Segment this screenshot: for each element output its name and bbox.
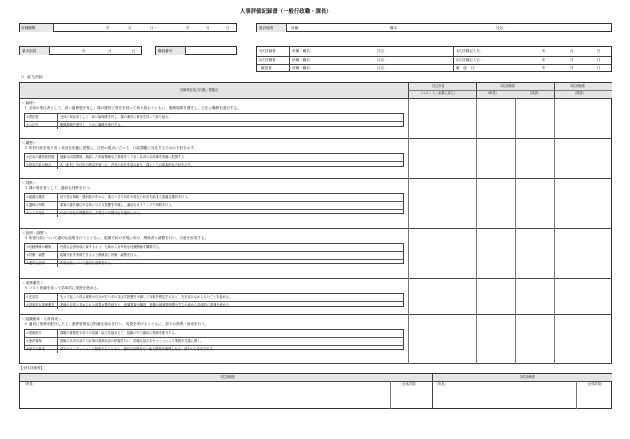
first-evaluator-day: 日 [597,49,601,53]
behavior-item-row [25,294,403,302]
behavior-items [24,153,404,167]
behavior-item-description: 所管行政について適切な説明を行う。 [60,260,115,265]
overall-second-evaluator-header: 2次評価者 [520,375,535,379]
second-evaluator-grade-cell[interactable] [554,179,612,229]
behavior-item-row [25,122,403,129]
self-assessment-cell[interactable] [408,315,476,364]
behavior-item-description: 先々で起こり得る事態や自分が打つ手の及ぼす影響を予測して対策を想定するなど、先を読みながらものごとを進める。 [60,294,233,299]
behavior-item-name: ③リスク対応 [25,210,58,217]
behavior-item-row [25,202,403,210]
behavior-item-name: ①先見性 [25,294,58,301]
first-evaluator-opinion-cell[interactable] [476,279,515,315]
behavior-item-row [25,194,403,202]
behavior-item-description: 複雑な因果関係、錯綜した利害関係など業務をとりまく状況の全体像を的確に把握する [60,154,185,159]
evaluation-section [20,315,612,364]
behavior-items [24,293,404,307]
first-evaluator-opinion-cell[interactable] [476,179,515,229]
first-evaluator-grade-cell[interactable] [515,99,554,139]
interview-date-box [19,46,142,55]
behavior-item-name: ②基本方針の明示 [25,162,58,169]
first-evaluator-opinion-cell[interactable] [476,99,515,139]
behavior-item-row [25,252,403,260]
section-title: ＜倫理＞ [22,101,37,105]
overall-second-opinion-label: （所見） [435,382,448,386]
period-month1: 月 [128,26,132,30]
behavior-item-name: ②効率的な業務運営 [25,302,58,309]
self-assessment-subheader: （コメント／必要に応じ） [419,91,458,95]
confirmer-month: 月 [570,66,574,70]
confirmer-year: 年 [542,66,546,70]
first-evaluator-date-label: 1次評価記入日： [456,49,484,53]
first-evaluator-opinion-cell[interactable] [476,315,515,364]
first-evaluator-grade-cell[interactable] [515,179,554,229]
overall-second-grade-label: （全体評語） [585,382,605,386]
first-evaluator-affiliation: 所属・職名： [292,49,314,53]
section-description: ４ 所管行政について適切な説明を行うとともに、組織方針の実現に向け、関係者と調整を行い、合意を形成する。 [24,236,209,240]
first-evaluator-header: 1次評価者 [500,84,515,88]
second-evaluator-grade-header: （評語） [573,91,586,95]
behavior-item-description: 服務規律を遵守し、公正に職務を遂行する。 [60,122,124,127]
evaluation-section [20,279,612,315]
self-assessment-cell[interactable] [408,229,476,279]
behavior-item-row [25,346,403,353]
behavior-item-row [25,154,403,162]
section-title: ＜説明・調整＞ [22,231,48,235]
first-evaluator-grade-cell[interactable] [515,315,554,364]
interview-date-label: 業末面談 [20,47,50,55]
criteria-header: 評価項目及び行動／着眼点 [180,88,219,92]
self-assessment-cell[interactable] [408,279,476,315]
section-description: １ 全体の奉仕者として、高い倫理感を有し、課の運営に責任を持って取り組むとともに、服務規律を遵守し、公正に職務を遂行する。 [24,106,241,110]
evaluatee-box [256,23,612,32]
section-ability-label: （Ⅰ 能力評価） [19,75,46,79]
second-evaluator-grade-cell[interactable] [554,99,612,139]
period-day1: 日～ [150,26,158,30]
section-title: ＜組織統率・人材育成＞ [22,317,62,321]
behavior-item-name: ①信頼関係の構築 [25,244,58,251]
behavior-items [24,329,404,350]
behavior-item-row [25,260,403,267]
section-title: ＜判断＞ [22,181,37,185]
behavior-item-description: 組織方針を実現できるよう関係者と折衝・調整を行う。 [60,252,140,257]
overall-first-grade-label: （全体評語） [399,382,419,386]
first-evaluator-name: 氏名： [377,49,388,53]
period-label: 評価期間 [20,24,54,32]
first-evaluator-opinion-cell[interactable] [476,139,515,179]
second-evaluator-day: 日 [597,57,601,62]
self-assessment-header: 自己申告 [432,84,445,88]
behavior-item-row [25,162,403,169]
period-day2: 日 [226,26,230,30]
behavior-item-name: ①最適な選択 [25,194,58,201]
overall-first-evaluator-header: 1次評価者 [220,375,235,379]
section-description: ６ 適切に業務を配分した上、進捗管理及び的確な指示を行い、成果を挙げるとともに、部下の指導・育成を行う。 [24,322,209,326]
period-month2: 月 [206,26,210,30]
first-evaluator-grade-cell[interactable] [515,229,554,279]
section-description: ２ 所管行政を取り巻く状況を的確に把握し、住民の視点に立って、行政課題に対応するための方針を示す。 [24,146,198,150]
confirmer-name: 氏名： [377,66,388,70]
behavior-item-row [25,330,403,338]
evaluators-box [256,46,612,72]
evaluation-period-box [19,23,237,32]
evaluatee-label: 被評価者 [257,24,287,32]
first-evaluator-year: 年 [542,49,546,53]
first-evaluator-role: 1次評価者 [259,49,276,53]
confirmer-role: 確認者 [261,66,272,70]
behavior-item-row [25,338,403,346]
section-description: ３ 課の責任者として、適切な判断を行う。 [24,186,94,190]
behavior-item-name: ②進捗管理 [25,338,58,345]
self-assessment-cell[interactable] [408,179,476,229]
second-evaluator-affiliation: 所属・職名： [292,57,314,62]
evaluation-section [20,139,612,179]
evaluatee-position: 職名： [390,26,401,30]
behavior-item-description: 部下のコンディションに配慮するとともに、適切な指導を行い能力開発を後押しなど、部下の力を引き出す。 [60,346,216,351]
second-evaluator-date-label: 2次評価記入日： [456,57,484,62]
behavior-item-name: ③部下の育成 [25,346,58,353]
overall-evaluation-box [19,373,612,409]
evaluation-section [20,179,612,229]
behavior-items [24,243,404,264]
behavior-items [24,193,404,214]
first-evaluator-month: 月 [570,49,574,53]
behavior-item-description: 市（町村）や住民の利益を第一に、内外の変化を読み取り、課としての基本的な方針を示す。 [60,162,194,167]
evaluatee-name: 氏名： [496,26,507,30]
period-year2: 年 [186,26,190,30]
evaluation-section [20,99,612,139]
staff-number-box [155,46,237,55]
interview-year: 年 [82,49,86,53]
section-title: ＜構想＞ [22,141,37,145]
section-description: ５ コスト意識を持って効率的に業務を進める。 [24,286,101,290]
overall-evaluation-label: 【全体評価等】 [19,366,45,370]
second-evaluator-grade-cell[interactable] [554,315,612,364]
behavior-item-name: ②公正性 [25,122,58,129]
behavior-item-name: ②適時の判断 [25,202,58,209]
staff-number-label: 職員番号 [156,47,186,55]
second-evaluator-grade-cell[interactable] [554,279,612,315]
behavior-item-description: 状況の変化や問題発生した場合の早期対応を適切に行う。 [60,210,143,215]
confirmer-day: 日 [597,66,601,70]
self-assessment-cell[interactable] [408,99,476,139]
evaluatee-affiliation: 所属： [291,26,302,30]
second-evaluator-header: 2次評価者 [570,84,585,88]
behavior-item-description: 授り得る戦略・選択肢の中から、進むべき方向性や現在の状況を踏まえ最適な選択を行う。 [60,194,191,199]
behavior-item-description: 課題の重要性や部下の役割・能力を踏まえて、組織の中で適切に業務を配分する。 [60,330,178,335]
behavior-item-row [25,114,403,122]
section-title: ＜業務運営＞ [22,281,44,285]
interview-month: 月 [108,49,112,53]
behavior-item-name: ①状況の構造的把握 [25,154,58,161]
behavior-item-name: ①責任感 [25,114,58,121]
behavior-item-name: ②折衝・調整 [25,252,58,259]
behavior-item-description: 全体の奉仕者として、高い倫理感を有し、課の運営に責任を持って取り組む。 [60,114,172,119]
overall-first-opinion-label: （所見） [23,382,36,386]
ability-evaluation-table [19,82,612,364]
behavior-item-description: 業務の目的と求められる成果水準を踏まえ、組織投資や職員、経費の削減等時間や労力の面から効率的に業務を進める。 [60,302,233,307]
first-evaluator-grade-cell[interactable] [515,139,554,179]
second-evaluator-grade-cell[interactable] [554,139,612,179]
confirmer-affiliation: 所属・職名： [292,66,314,70]
second-evaluator-grade-cell[interactable] [554,229,612,279]
form-title: 人事評価記録書（一般行政職・課長） [240,9,332,15]
behavior-item-description: 事案の優先順位や全体に与える影響を考慮し、適切なタイミングで判断を行う。 [60,202,175,207]
second-evaluator-role: 2次評価者 [259,57,276,62]
behavior-item-description: 情報の共有や部下の仕事の進捗状況の把握を行い、的確な指示を行うことにより業務を完遂に導く。 [60,338,204,343]
behavior-items [24,113,404,127]
behavior-item-row [25,210,403,217]
first-evaluator-grade-header: （評語） [528,91,541,95]
behavior-item-name: ③適切な説明 [25,260,58,267]
interview-day: 日 [132,49,136,53]
self-assessment-cell[interactable] [408,139,476,179]
behavior-item-row [25,244,403,252]
second-evaluator-name: 氏名： [377,57,388,62]
first-evaluator-opinion-cell[interactable] [476,229,515,279]
second-evaluator-month: 月 [570,57,574,62]
behavior-item-row [25,302,403,309]
first-evaluator-grade-cell[interactable] [515,279,554,315]
evaluation-section [20,229,612,279]
second-evaluator-year: 年 [542,57,546,62]
behavior-item-description: 円滑な合意形成に資するよう、日頃から対外的な信頼関係を構築する。 [60,244,162,249]
behavior-item-name: ①業務配分 [25,330,58,337]
period-year1: 年 [106,26,110,30]
confirmer-date-label: 確 認 日： [456,66,478,70]
first-evaluator-opinion-header: （所見） [486,91,499,95]
